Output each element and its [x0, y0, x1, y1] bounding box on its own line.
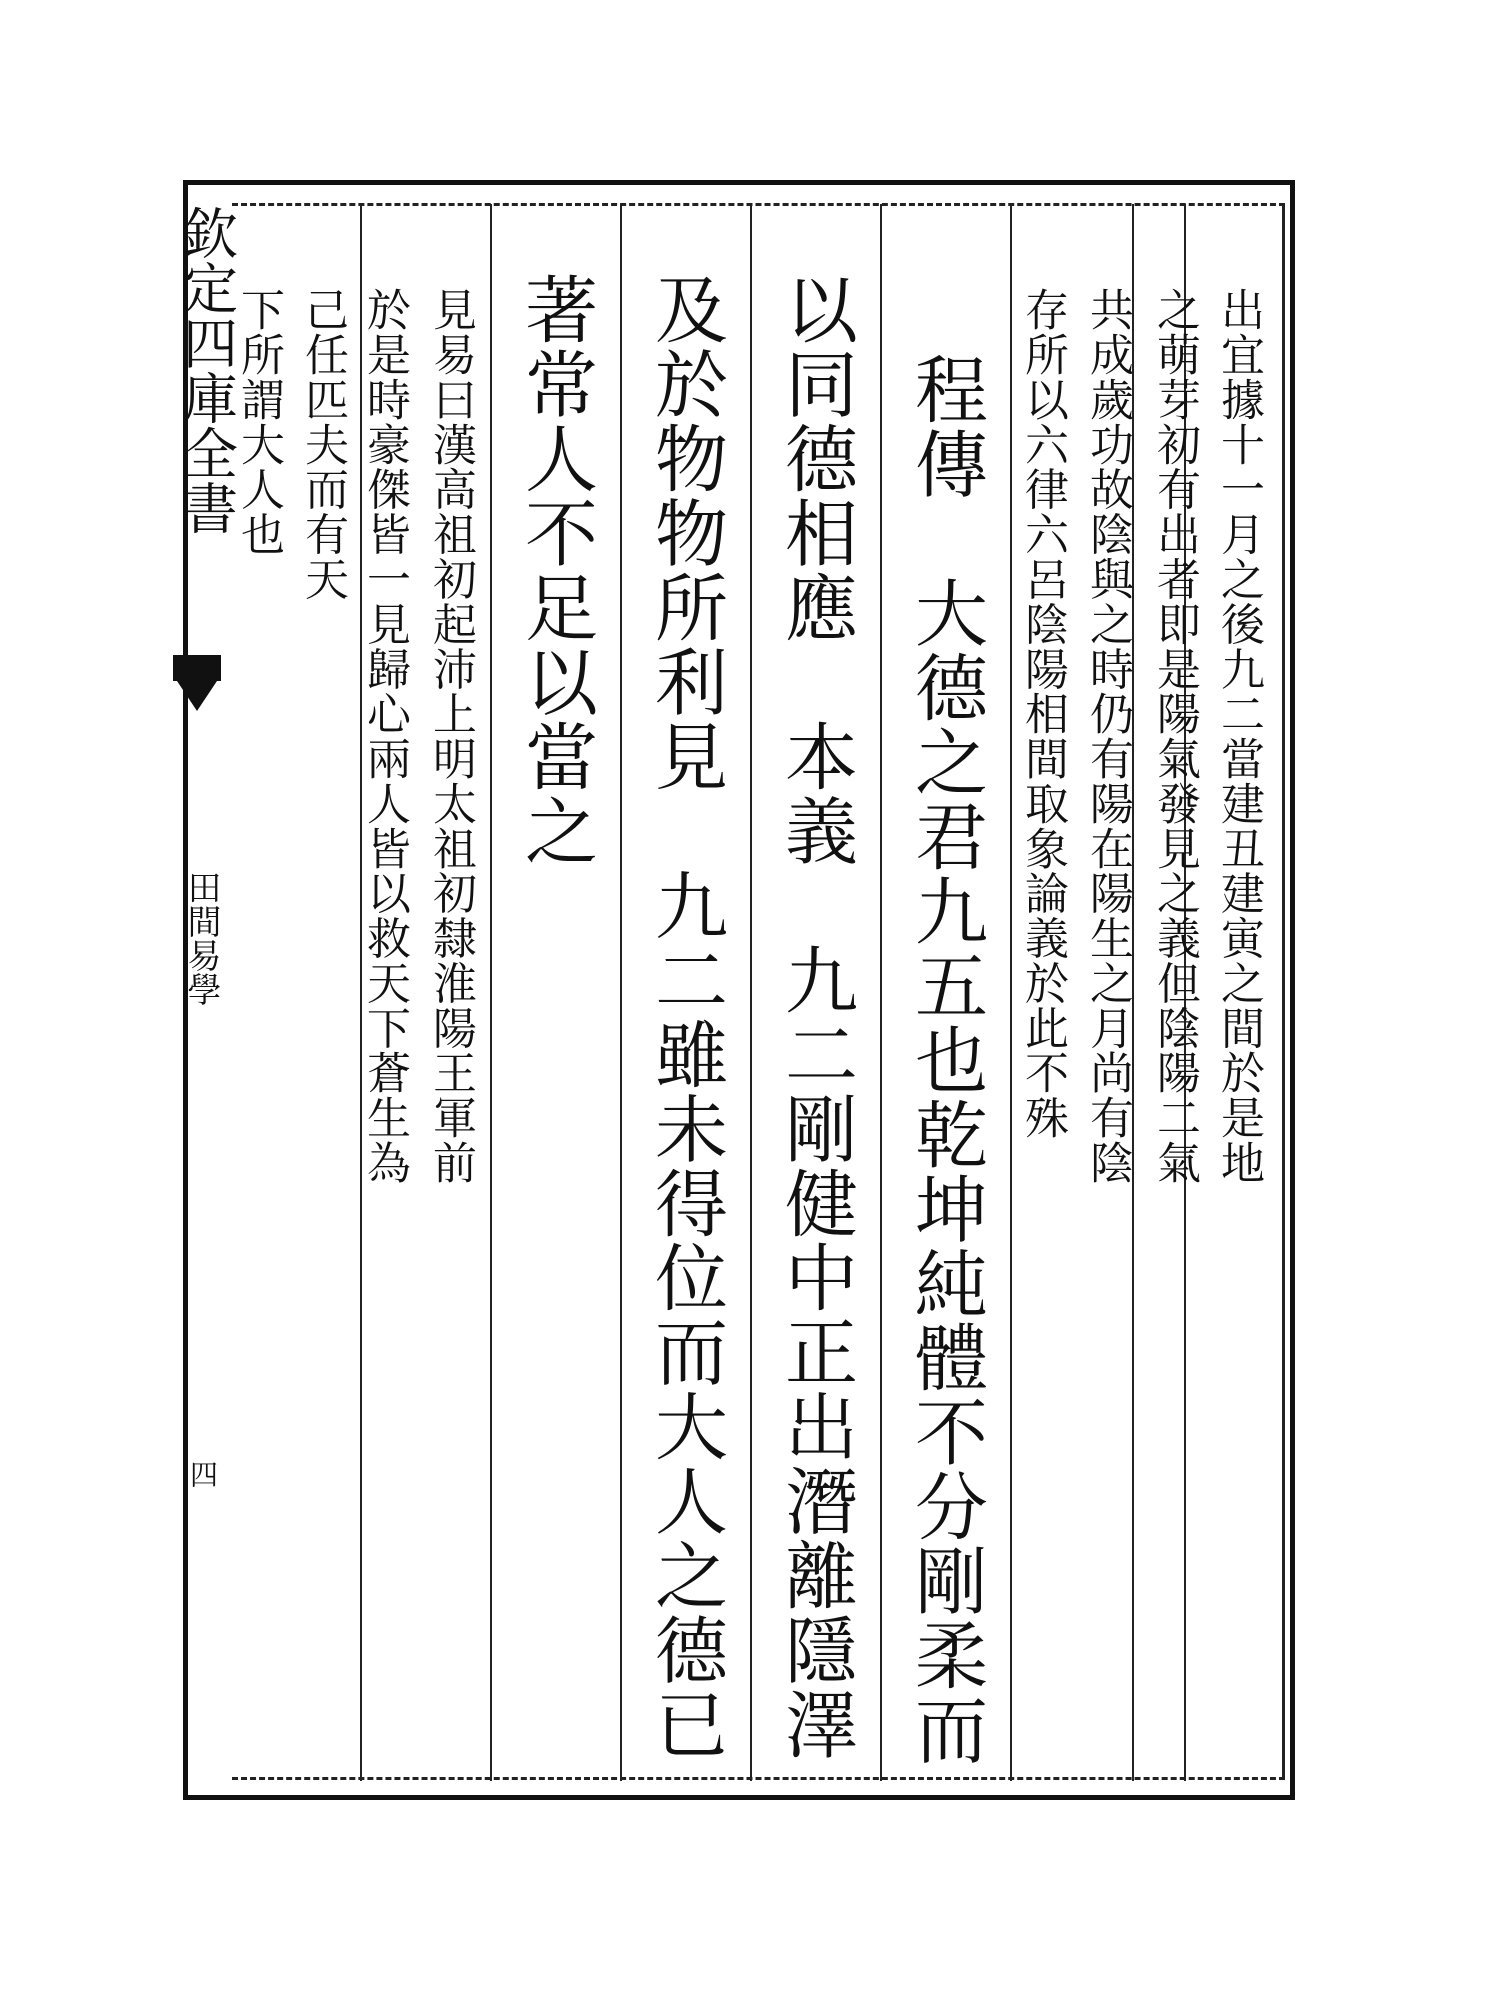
column-rule — [490, 204, 492, 1781]
fishtail-mark — [173, 655, 221, 681]
text-column: 及於物物所利見 九二雖未得位而大人之德已 — [642, 272, 727, 1762]
column-rule — [750, 204, 752, 1781]
column-rule — [1010, 204, 1012, 1781]
text-column: 己任匹夫而有天 — [297, 287, 348, 602]
text-column: 著常人不足以當之 — [512, 272, 597, 868]
volume-title: 田間易學 — [181, 870, 221, 1006]
text-column: 存所以六律六呂陰陽相間取象論義於此不殊 — [1017, 287, 1068, 1140]
column-rule — [880, 204, 882, 1781]
text-column: 於是時豪傑皆一見歸心兩人皆以救天下蒼生為 — [359, 287, 410, 1185]
text-column: 以同德相應 本義 九二剛健中正出潛離隱澤 — [772, 272, 857, 1762]
text-column: 見易曰漢高祖初起沛上明太祖初隸淮陽王軍前 — [425, 287, 476, 1185]
text-column: 共成歲功故陰與之時仍有陽在陽生之月尚有陰 — [1082, 287, 1133, 1185]
text-column: 下所謂大人也 — [233, 287, 284, 557]
column-rule — [620, 204, 622, 1781]
text-column: 出宜據十一月之後九二當建丑建寅之間於是地 — [1213, 287, 1264, 1185]
book-title: 欽定四庫全書 — [174, 205, 238, 535]
text-column: 程傳 大德之君九五也乾坤純體不分剛柔而 — [902, 352, 987, 1767]
page-number: 四 — [186, 1460, 219, 1488]
text-column: 之萌芽初有出者即是陽氣發見之義但陰陽二氣 — [1149, 287, 1200, 1185]
